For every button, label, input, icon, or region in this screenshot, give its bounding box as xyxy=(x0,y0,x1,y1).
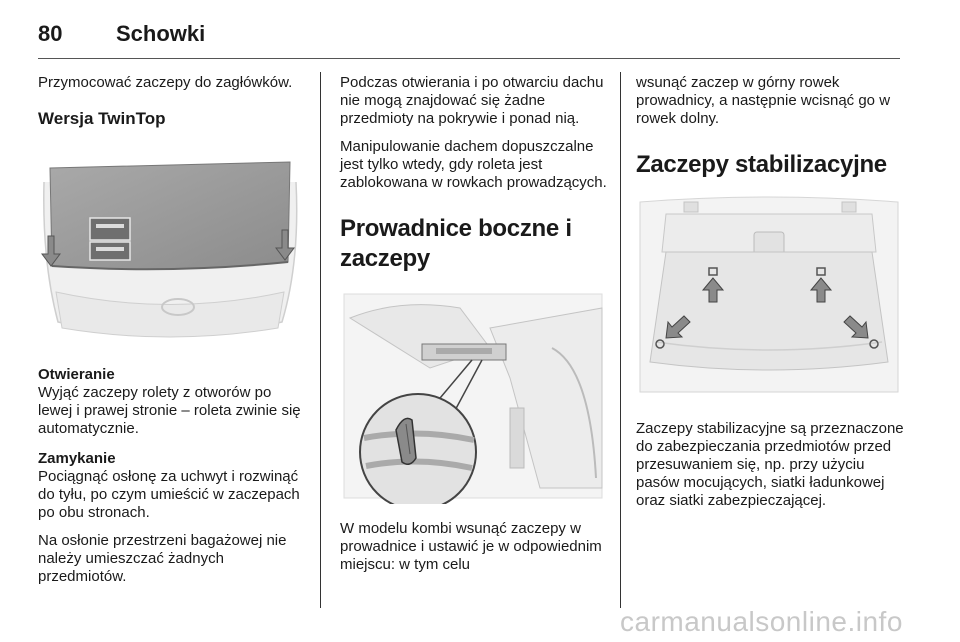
roof-text: Podczas otwierania i po otwarciu dachu nie mogą znajdować się żadne przedmioty na pokrywie i ponad nią. xyxy=(340,74,604,127)
intro-text: Przymocować zaczepy do zagłówków. xyxy=(38,74,293,91)
column-divider-1 xyxy=(320,72,321,608)
header-rule xyxy=(38,58,900,59)
closing-heading: Zamykanie xyxy=(38,450,116,467)
closing-text: Pociągnąć osłonę za uchwyt i rozwinąć do tyłu, po czym umieścić w zaczepach po obu stronach. xyxy=(38,468,300,521)
tie-down-hooks-text: Zaczepy stabilizacyjne są przeznaczone do zabezpieczania przedmiotów przed przesuwaniem się, np. przy użyciu pasów mocujących, siatki ładunkowej oraz siatki zabezpieczającej. xyxy=(636,420,904,509)
opening-text: Wyjąć zaczepy rolety z otworów po lewej i prawej stronie – roleta zwinie się automatycznie. xyxy=(38,384,301,437)
note-text: Na osłonie przestrzeni bagażowej nie należy umieszczać żadnych przedmiotów. xyxy=(38,532,287,585)
page-title: Schowki xyxy=(116,21,206,46)
column-1 xyxy=(38,74,308,586)
section-title-side-rails: Prowadnice boczne i zaczepy xyxy=(340,215,572,272)
column-divider-2 xyxy=(620,72,621,608)
column-2 xyxy=(340,74,608,574)
twintop-cover-illustration xyxy=(38,142,302,348)
watermark: carmanualsonline.info xyxy=(620,606,903,637)
estate-text: W modelu kombi wsunąć zaczepy w prowadnice i ustawić je w odpowiednim miejscu: w tym celu xyxy=(340,520,602,573)
page-number: 80 xyxy=(38,21,63,46)
page-header xyxy=(38,14,205,54)
opening-heading: Otwieranie xyxy=(38,366,115,383)
roof-operation-text: Manipulowanie dachem dopuszczalne jest tylko wtedy, gdy roleta jest zablokowana w rowkach prowadzących. xyxy=(340,138,607,191)
tie-down-hooks-illustration xyxy=(636,192,902,402)
section-title-tie-down-hooks: Zaczepy stabilizacyjne xyxy=(636,151,887,178)
side-rail-hook-illustration xyxy=(340,288,606,504)
section-title-twintop: Wersja TwinTop xyxy=(38,109,166,128)
column-3 xyxy=(636,74,906,510)
rail-continuation-text: wsunąć zaczep w górny rowek prowadnicy, a następnie wcisnąć go w rowek dolny. xyxy=(636,74,891,127)
